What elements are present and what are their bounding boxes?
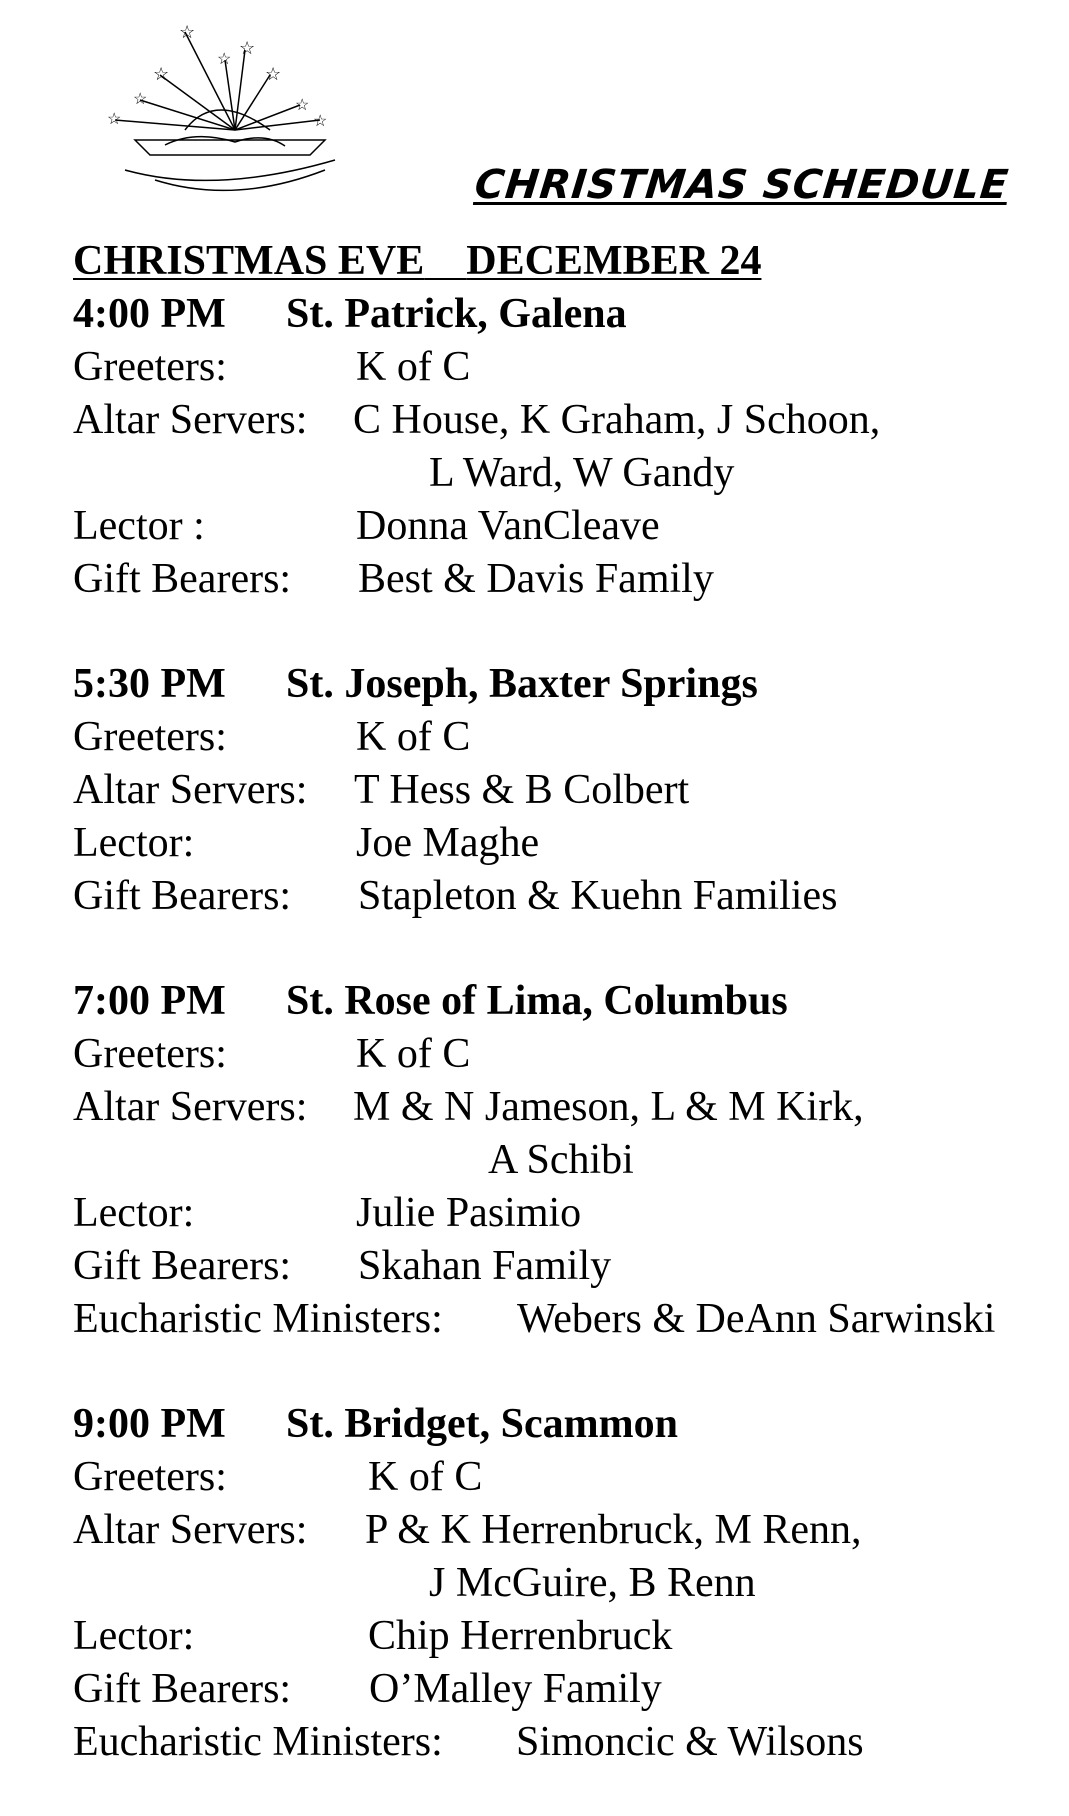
schedule-row xyxy=(73,1293,1063,1346)
row-value: C House, K Graham, J Schoon, xyxy=(353,397,881,443)
mass-church: St. Patrick, Galena xyxy=(286,291,627,337)
row-label: Eucharistic Ministers: xyxy=(73,1296,443,1342)
schedule-row xyxy=(73,341,1063,394)
row-value: K of C xyxy=(356,714,471,760)
row-label: Greeters: xyxy=(73,344,227,390)
schedule-content xyxy=(73,235,1063,1769)
row-value: Simoncic & Wilsons xyxy=(516,1719,864,1765)
mass-header xyxy=(73,975,1063,1028)
schedule-row xyxy=(73,1187,1063,1240)
schedule-row xyxy=(73,394,1063,447)
row-value: Julie Pasimio xyxy=(356,1190,582,1236)
row-value: J McGuire, B Renn xyxy=(429,1560,756,1606)
row-value: L Ward, W Gandy xyxy=(429,450,735,496)
svg-text:☆: ☆ xyxy=(133,91,148,108)
svg-text:☆: ☆ xyxy=(153,64,170,84)
schedule-row xyxy=(73,1240,1063,1293)
row-label: Altar Servers: xyxy=(73,1507,308,1553)
schedule-row xyxy=(73,1081,1063,1134)
svg-text:☆: ☆ xyxy=(217,51,232,68)
row-value: K of C xyxy=(356,1031,471,1077)
row-label: Altar Servers: xyxy=(73,1084,308,1130)
row-value: T Hess & B Colbert xyxy=(354,767,690,813)
schedule-row xyxy=(73,1134,1063,1187)
row-label: Lector: xyxy=(73,1613,195,1659)
schedule-row xyxy=(73,553,1063,606)
schedule-row xyxy=(73,1663,1063,1716)
schedule-row xyxy=(73,711,1063,764)
row-label: Greeters: xyxy=(73,714,227,760)
schedule-row xyxy=(73,1610,1063,1663)
row-value: K of C xyxy=(356,344,471,390)
svg-text:☆: ☆ xyxy=(107,111,122,128)
row-value: Donna VanCleave xyxy=(356,503,660,549)
schedule-row xyxy=(73,817,1063,870)
schedule-row xyxy=(73,870,1063,923)
schedule-row xyxy=(73,1028,1063,1081)
row-label: Greeters: xyxy=(73,1454,227,1500)
row-value: Chip Herrenbruck xyxy=(368,1613,673,1659)
schedule-row xyxy=(73,447,1063,500)
row-label: Gift Bearers: xyxy=(73,1666,292,1712)
schedule-row xyxy=(73,1504,1063,1557)
mass-time: 7:00 PM xyxy=(73,978,226,1024)
nativity-star-logo xyxy=(95,20,375,220)
row-label: Altar Servers: xyxy=(73,767,308,813)
row-value: Joe Maghe xyxy=(356,820,540,866)
schedule-row xyxy=(73,500,1063,553)
mass-time: 4:00 PM xyxy=(73,291,226,337)
svg-text:☆: ☆ xyxy=(179,22,196,42)
row-label: Eucharistic Ministers: xyxy=(73,1719,443,1765)
mass-header xyxy=(73,1398,1063,1451)
svg-text:☆: ☆ xyxy=(239,38,256,58)
row-label: Lector: xyxy=(73,1190,195,1236)
mass-church: St. Bridget, Scammon xyxy=(286,1401,678,1447)
row-label: Gift Bearers: xyxy=(73,873,292,919)
schedule-row xyxy=(73,1451,1063,1504)
christmas-eve-heading xyxy=(73,235,1063,288)
row-label: Gift Bearers: xyxy=(73,1243,292,1289)
svg-text:☆: ☆ xyxy=(295,97,310,114)
row-value: P & K Herrenbruck, M Renn, xyxy=(365,1507,862,1553)
christmas-eve-date: DECEMBER 24 xyxy=(466,238,762,284)
row-label: Gift Bearers: xyxy=(73,556,292,602)
mass-church: St. Joseph, Baxter Springs xyxy=(286,661,758,707)
mass-time: 9:00 PM xyxy=(73,1401,226,1447)
schedule-row xyxy=(73,1716,1063,1769)
row-value: Best & Davis Family xyxy=(358,556,714,602)
row-value: Webers & DeAnn Sarwinski xyxy=(517,1296,996,1342)
page-title: CHRISTMAS SCHEDULE xyxy=(472,162,1011,208)
row-label: Altar Servers: xyxy=(73,397,308,443)
schedule-row xyxy=(73,1557,1063,1610)
row-value: A Schibi xyxy=(488,1137,634,1183)
mass-header xyxy=(73,658,1063,711)
mass-header xyxy=(73,288,1063,341)
christmas-eve-label: CHRISTMAS EVE xyxy=(73,238,425,284)
row-value: O’Malley Family xyxy=(369,1666,662,1712)
row-label: Lector: xyxy=(73,820,195,866)
mass-church: St. Rose of Lima, Columbus xyxy=(286,978,788,1024)
row-value: Stapleton & Kuehn Families xyxy=(358,873,838,919)
schedule-row xyxy=(73,764,1063,817)
row-value: M & N Jameson, L & M Kirk, xyxy=(353,1084,864,1130)
mass-time: 5:30 PM xyxy=(73,661,226,707)
svg-text:☆: ☆ xyxy=(313,113,328,130)
row-value: Skahan Family xyxy=(358,1243,612,1289)
row-label: Greeters: xyxy=(73,1031,227,1077)
svg-text:☆: ☆ xyxy=(265,64,282,84)
row-label: Lector : xyxy=(73,503,205,549)
row-value: K of C xyxy=(368,1454,483,1500)
